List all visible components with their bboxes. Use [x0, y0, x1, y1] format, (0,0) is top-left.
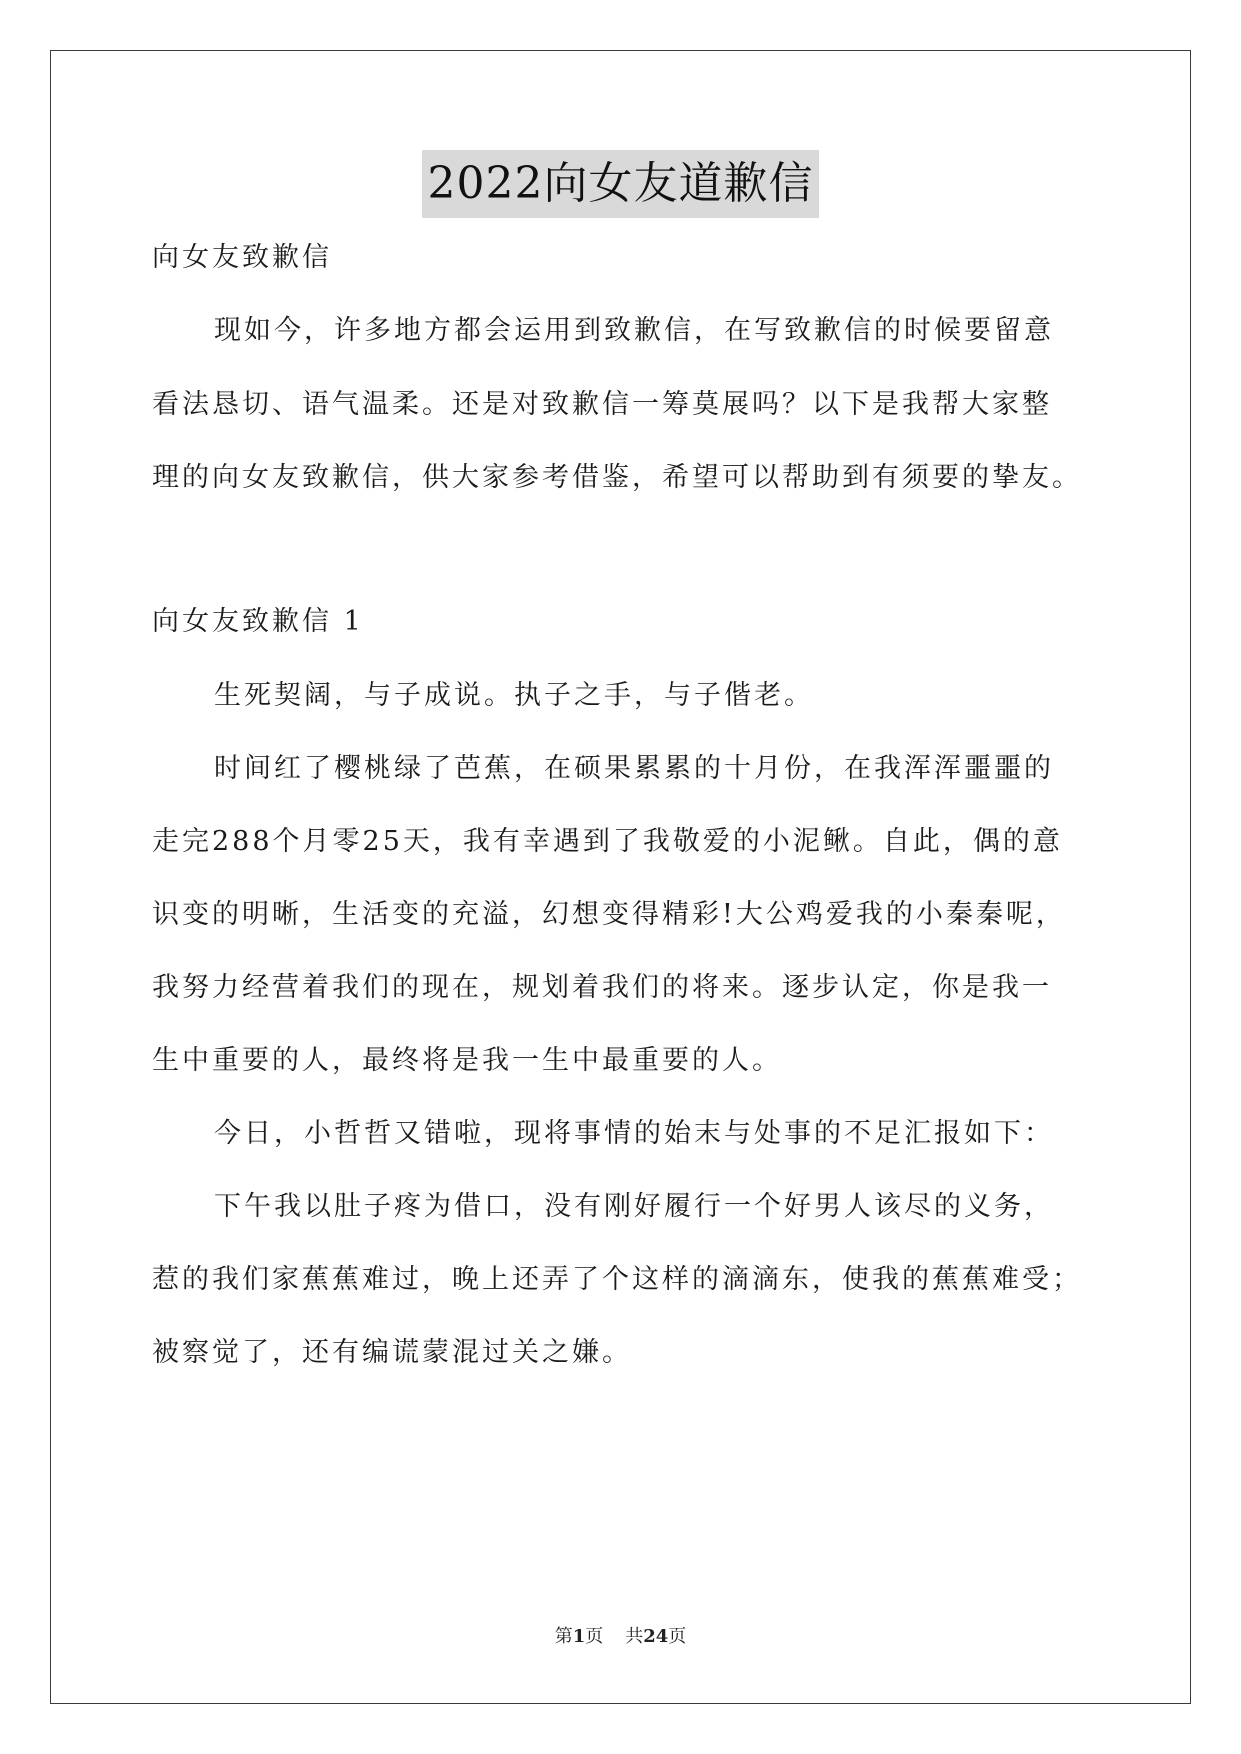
paragraph-line: 惹的我们家蕉蕉难过，晚上还弄了个这样的滴滴东，使我的蕉蕉难受；: [152, 1264, 1082, 1295]
title-container: [0, 150, 1241, 218]
total-pages-suffix: 页: [668, 1626, 687, 1647]
total-pages-prefix: 共: [625, 1626, 644, 1647]
paragraph-line: 生中重要的人，最终将是我一生中最重要的人。: [152, 1045, 782, 1076]
paragraph-line: 理的向女友致歉信，供大家参考借鉴，希望可以帮助到有须要的挚友。: [152, 462, 1082, 493]
paragraph-line: 被察觉了，还有编谎蒙混过关之嫌。: [152, 1337, 632, 1368]
total-page-count: 24: [643, 1626, 669, 1647]
paragraph-line: 走完288个月零25天，我有幸遇到了我敬爱的小泥鳅。自此，偶的意: [152, 826, 1063, 857]
paragraph-line: 我努力经营着我们的现在，规划着我们的将来。逐步认定，你是我一: [152, 972, 1052, 1003]
paragraph-line: 时间红了樱桃绿了芭蕉，在硕果累累的十月份，在我浑浑噩噩的: [214, 753, 1054, 784]
paragraph-line: 看法恳切、语气温柔。还是对致歉信一筹莫展吗？以下是我帮大家整: [152, 389, 1052, 420]
section-heading: 向女友致歉信 1: [152, 606, 364, 637]
paragraph-line: 生死契阔，与子成说。执子之手，与子偕老。: [214, 680, 814, 711]
page-border: [50, 50, 1191, 1704]
page-number-suffix: 页: [585, 1626, 604, 1647]
page-footer: [0, 1625, 1241, 1649]
document-title: 2022向女友道歉信: [422, 150, 820, 218]
paragraph-line: 今日，小哲哲又错啦，现将事情的始末与处事的不足汇报如下：: [214, 1118, 1054, 1149]
section-heading: 向女友致歉信: [152, 242, 332, 273]
paragraph-line: 识变的明晰，生活变的充溢，幻想变得精彩!大公鸡爱我的小秦秦呢，: [152, 899, 1066, 930]
current-page-number: 1: [572, 1626, 586, 1647]
paragraph-line: 下午我以肚子疼为借口，没有刚好履行一个好男人该尽的义务，: [214, 1191, 1054, 1222]
paragraph-line: 现如今，许多地方都会运用到致歉信，在写致歉信的时候要留意: [214, 315, 1054, 346]
page-number-prefix: 第: [554, 1626, 573, 1647]
